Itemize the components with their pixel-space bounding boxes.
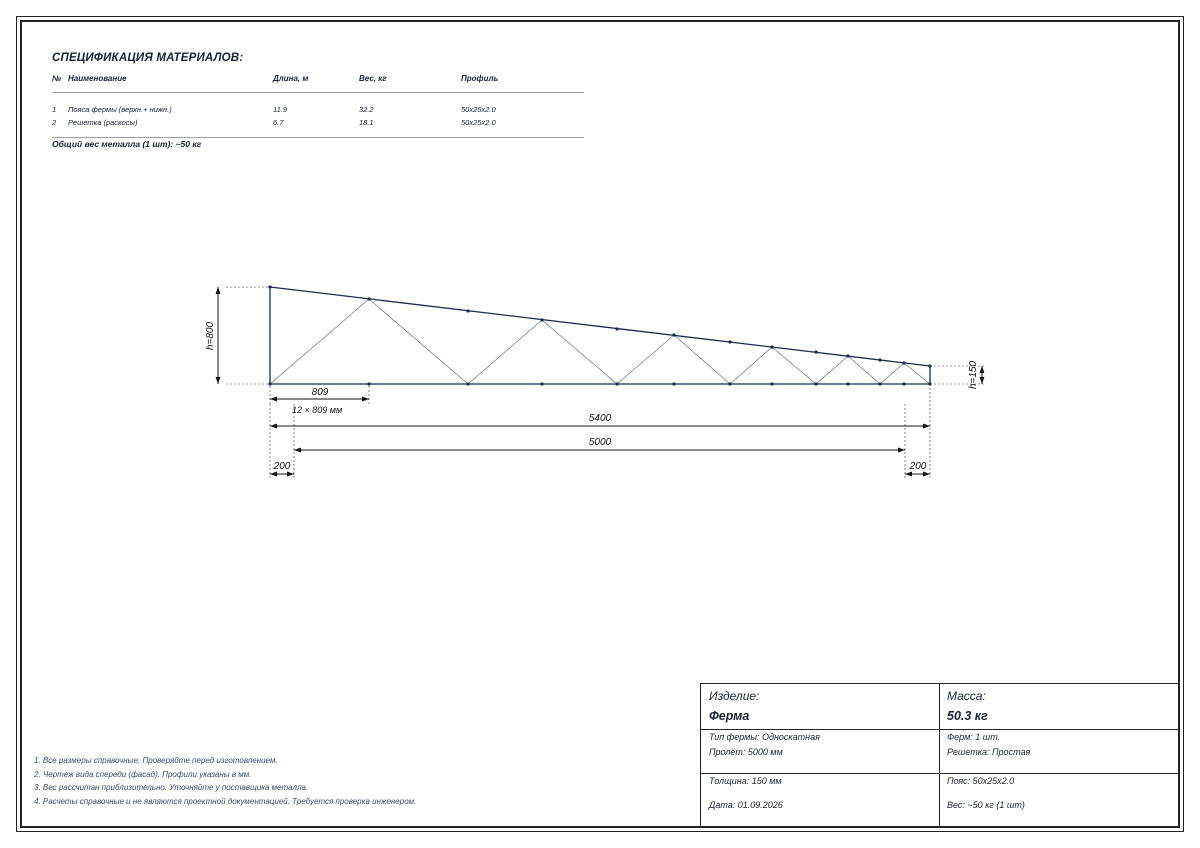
title-block-rule <box>701 773 1179 774</box>
col-header-profile: Профиль <box>461 74 499 83</box>
title-block-rule <box>701 729 1179 730</box>
row-weight: 32.2 <box>359 105 374 114</box>
row-no: 2 <box>52 118 57 127</box>
row-no: 1 <box>52 105 57 114</box>
truss <box>268 285 931 385</box>
product-value: Ферма <box>709 709 750 723</box>
col-header-no: № <box>52 74 62 83</box>
row-profile: 50x25x2.0 <box>461 105 496 114</box>
col-header-name: Наименование <box>68 74 127 83</box>
lattice-diagonals <box>270 299 930 384</box>
truss-weight: Вес: ~50 кг (1 шт) <box>947 800 1025 810</box>
note-item: 4. Расчеты справочные и не являются проектной документацией. Требуется проверка инженером. <box>34 796 417 806</box>
dim-height-left-text: h=800 <box>205 321 216 351</box>
note-item: 3. Вес рассчитан приблизительно. Уточняйте у поставщика металла. <box>34 783 309 792</box>
dim-overhang-left-text: 200 <box>273 461 291 472</box>
truss-lattice: Решетка: Простая <box>947 747 1031 757</box>
row-length: 11.9 <box>273 105 288 114</box>
title-block-divider <box>939 684 940 827</box>
row-weight: 18.1 <box>359 118 374 127</box>
product-label: Изделие: <box>709 689 760 703</box>
dim-overall-text: 5400 <box>588 413 612 424</box>
dim-panel <box>270 386 369 415</box>
truss-type: Тип фермы: Односкатная <box>709 732 820 742</box>
dim-overhang-right <box>905 461 930 474</box>
row-length: 6.7 <box>273 118 284 127</box>
truss-chord: Пояс: 50x25x2.0 <box>947 776 1015 786</box>
title-block <box>700 683 1180 828</box>
truss-span: Пролёт: 5000 мм <box>709 747 783 757</box>
truss-nodes <box>268 285 931 385</box>
mass-value: 50.3 кг <box>947 709 988 723</box>
dim-height-left <box>205 287 268 384</box>
notes <box>34 754 674 808</box>
note-item: 2. Чертеж вида спереди (фасад). Профили указаны в мм. <box>34 769 252 779</box>
dim-height-right <box>934 361 986 390</box>
dim-overhang-right-text: 200 <box>909 461 927 472</box>
mass-label: Масса: <box>947 689 986 703</box>
dim-panel-note: 12 × 809 мм <box>292 405 343 415</box>
row-name: Решетка (раскосы) <box>68 118 138 127</box>
dim-span-text: 5000 <box>588 437 612 448</box>
drawing-date: Дата: 01.09.2026 <box>709 800 783 810</box>
dim-overall <box>270 388 930 478</box>
dim-overhang-left <box>270 461 294 474</box>
dim-height-right-text: h=150 <box>968 360 979 390</box>
col-header-length: Длина, м <box>273 74 309 83</box>
col-header-weight: Вес, кг <box>359 74 387 83</box>
truss-thickness: Толщина: 150 мм <box>709 776 782 786</box>
note-item: 1. Все размеры справочные. Проверяйте перед изготовлением. <box>34 756 278 765</box>
spec-title: СПЕЦИФИКАЦИЯ МАТЕРИАЛОВ: <box>52 52 244 64</box>
truss-count: Ферм: 1 шт. <box>947 732 1001 742</box>
total-weight: Общий вес металла (1 шт): ~50 кг <box>52 139 202 149</box>
row-profile: 50x25x2.0 <box>461 118 496 127</box>
row-name: Пояса фермы (верхн.+ нижн.) <box>68 105 172 114</box>
dim-panel-text: 809 <box>311 387 329 398</box>
